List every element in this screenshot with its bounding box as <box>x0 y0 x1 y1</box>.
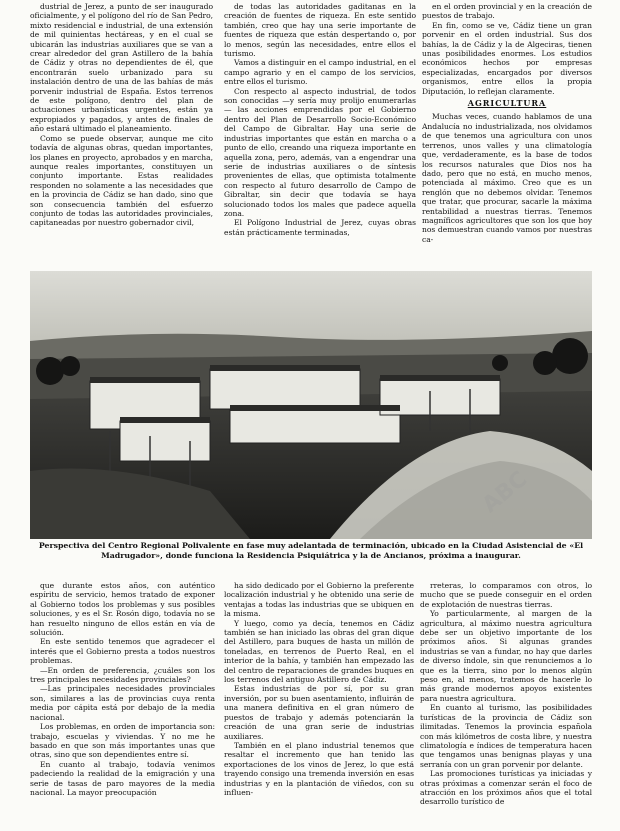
paragraph: En fin, como se ve, Cádiz tiene un gran porvenir en el orden industrial. Sus dos bahías, la de Cádiz y la de Algeciras, tienen unas posibilidades enormes. Los estudios económicos hechos por empresas especializadas, encargados por diversos organismos, entre ellos la propia Diputación, lo reflejan claramente. <box>422 20 592 96</box>
photo-caption: Perspectiva del Centro Regional Polivalente en fase muy adelantada de terminación, ubicado en la Ciudad Asistencial de «El Madrugador», donde funciona la Residencia Psiquiátrica y la de Ancianos, próxima a inaugurar. <box>38 541 584 560</box>
paragraph: Muchas veces, cuando hablamos de una Andalucía no industrializada, nos olvidamos de que tenemos una agricultura con unos terrenos, unos valles y una climatología que, verdaderamente, es la base de todos los recursos naturales que Dios nos ha dado, pero que no está, en mucho menos, potenciada al máximo. Creo que es un renglón que no debemos olvidar. Tenemos que tratar, que procurar, sacarle la máxima rentabilidad a nuestras tierras. Tenemos magníficos agricultores que son los que hoy nos demuestran cuando vamos por nuestras ca- <box>422 112 592 244</box>
paragraph: En este sentido tenemos que agradecer el interés que el Gobierno presta a todos nuestros problemas. <box>30 637 215 666</box>
paragraph: En cuanto al turismo, las posibilidades turísticas de la provincia de Cádiz son ilimitadas. Tenemos la provincia española con más kilómetros de costa libre, y nuestra climatología e índices de temperatura hacen que tengamos unas benignas playas y una serranía con un gran porvenir por delante. <box>420 703 592 769</box>
paragraph: Vamos a distinguir en el campo industrial, en el campo agrario y en el campo de los servicios, entre ellos el turismo. <box>224 58 416 87</box>
article-column-bottom-2 <box>224 581 414 829</box>
paragraph: Como se puede observar, aunque me cito todavía de algunas obras, quedan importantes, los planes en proyecto, aprobados y en marcha, aunque reales importantes, constituyen un conjunto importante. Estas realidades responden no solamente a las necesidades que en la provincia de Cádiz se han dado, sino que son consecuencia también del esfuerzo conjunto de todas las autoridades provinciales, capitaneadas por nuestro gobernador civil, <box>30 133 213 228</box>
paragraph: Las promociones turísticas ya iniciadas y otras próximas a comenzar serán el foco de atracción en los próximos años que el total desarrollo turístico de <box>420 769 592 807</box>
paragraph: El Polígono Industrial de Jerez, cuyas obras están prácticamente terminadas, <box>224 218 416 237</box>
paragraph: Estas industrias de por sí, por su gran inversión, por su buen asentamiento, influirán de una manera definitiva en el gran número de puestos de trabajo y además potenciarán la creación de una gran serie de industrias auxiliares. <box>224 684 414 741</box>
paragraph: También en el plano industrial tenemos que resaltar el incremento que han tenido las exportaciones de los vinos de Jerez, lo que está trayendo consigo una tremenda inversión en esas industrias y en la plantación de viñedos, con su influen- <box>224 740 414 797</box>
watermark: ABC <box>477 466 533 519</box>
column-3-body <box>422 112 592 244</box>
article-column-bottom-3 <box>420 581 592 829</box>
paragraph: que durante estos años, con auténtico espíritu de servicio, hemos tratado de exponer al Gobierno todos los problemas y sus posibles soluciones, y es el Sr. Rosón digo, todavía no se han resuelto ninguno de ellos están en vía de solución. <box>30 581 215 638</box>
paragraph: en el orden provincial y en la creación de puestos de trabajo. <box>422 2 592 21</box>
paragraph: dustrial de Jerez, a punto de ser inaugurado oficialmente, y el polígono del río de San Pedro, mixto residencial e industrial, de una extensión de mil quinientas hectáreas, y en el cual se ubicarán las industrias auxiliares que se van a crear alrededor del gran Astillero de la bahía de Cádiz y otras no dependientes de él, que encontrarán suelo urbanizado para su instalación dentro de una de las bahías de más porvenir industrial de España. Estos terrenos de este polígono, dentro del plan de actuaciones urbanísticas urgentes, están ya expropiados y pagados, y antes de finales de año estará ultimado el planeamiento. <box>30 2 213 134</box>
paragraph: rreteras, lo comparamos con otros, lo mucho que se puede conseguir en el orden de explotación de nuestras tierras. <box>420 581 592 609</box>
paragraph: Con respecto al aspecto industrial, de todos son conocidas —y sería muy prolijo enumerarlas— las acciones emprendidas por el Gobierno dentro del Plan de Desarrollo Socio-Económico del Campo de Gibraltar. Hay una serie de industrias importantes que están en marcha o a punto de ello, creando una riqueza importante en aquella zona, pero, además, van a engendrar una serie de industrias auxiliares o de síntesis provenientes de ellas, que optimista totalmente con respecto al futuro desarrollo de Campo de Gibraltar, sin decir que todavía se haya solucionado todos los males que padece aquella zona. <box>224 86 416 218</box>
paragraph: En cuanto al trabajo, todavía venimos padeciendo la realidad de la emigración y una serie de tasas de paro mayores de la media nacional. La mayor preocupación <box>30 759 215 797</box>
article-column-top-3 <box>422 2 592 264</box>
paragraph: Y luego, como ya decía, tenemos en Cádiz también se han iniciado las obras del gran dique del Astillero, para buques de hasta un millón de toneladas, en terrenos de Puerto Real, en el interior de la bahía, y también han empezado las del centro de reparaciones de grandes buques en los terrenos del antiguo Astillero de Cádiz. <box>224 618 414 685</box>
article-column-top-1 <box>30 2 213 264</box>
section-heading-agricultura: AGRICULTURA <box>467 98 547 109</box>
paragraph: de todas las autoridades gaditanas en la creación de fuentes de riqueza. En este sentido también, creo que hay una serie importante de fuentes de riqueza que están despertando o, por lo menos, según las necesidades, entre ellos el turismo. <box>224 2 416 59</box>
paragraph: —Las principales necesidades provinciales son, similares a las de provincias cuya renta media por cápita está por debajo de la media nacional. <box>30 684 215 722</box>
paragraph: —En orden de preferencia, ¿cuáles son los tres principales necesidades provinciales? <box>30 665 215 685</box>
article-column-top-2 <box>224 2 416 264</box>
paragraph: Yo particularmente, al margen de la agricultura, al máximo nuestra agricultura debe ser un objetivo importante de los próximos años. Si algunas grandes industrias se van a fundar, no hay que darles de diverso índole, sin que renunciemos a lo que es la tierra, sino por lo menos algún peso en, al menos, tratemos de hacerle lo más grande modernos apoyos existentes para nuestra agricultura. <box>420 609 592 703</box>
column-3-lead <box>422 2 592 96</box>
article-column-bottom-1 <box>30 581 215 829</box>
paragraph: Los problemas, en orden de importancia son: trabajo, escuelas y viviendas. Y no me he basado en que son más importantes unas que otras, sino que son dependientes entre sí. <box>30 722 215 760</box>
paragraph: ha sido dedicado por el Gobierno la preferente localización industrial y he obtenido una serie de ventajas a todas las industrias que se ubiquen en la misma. <box>224 581 414 619</box>
